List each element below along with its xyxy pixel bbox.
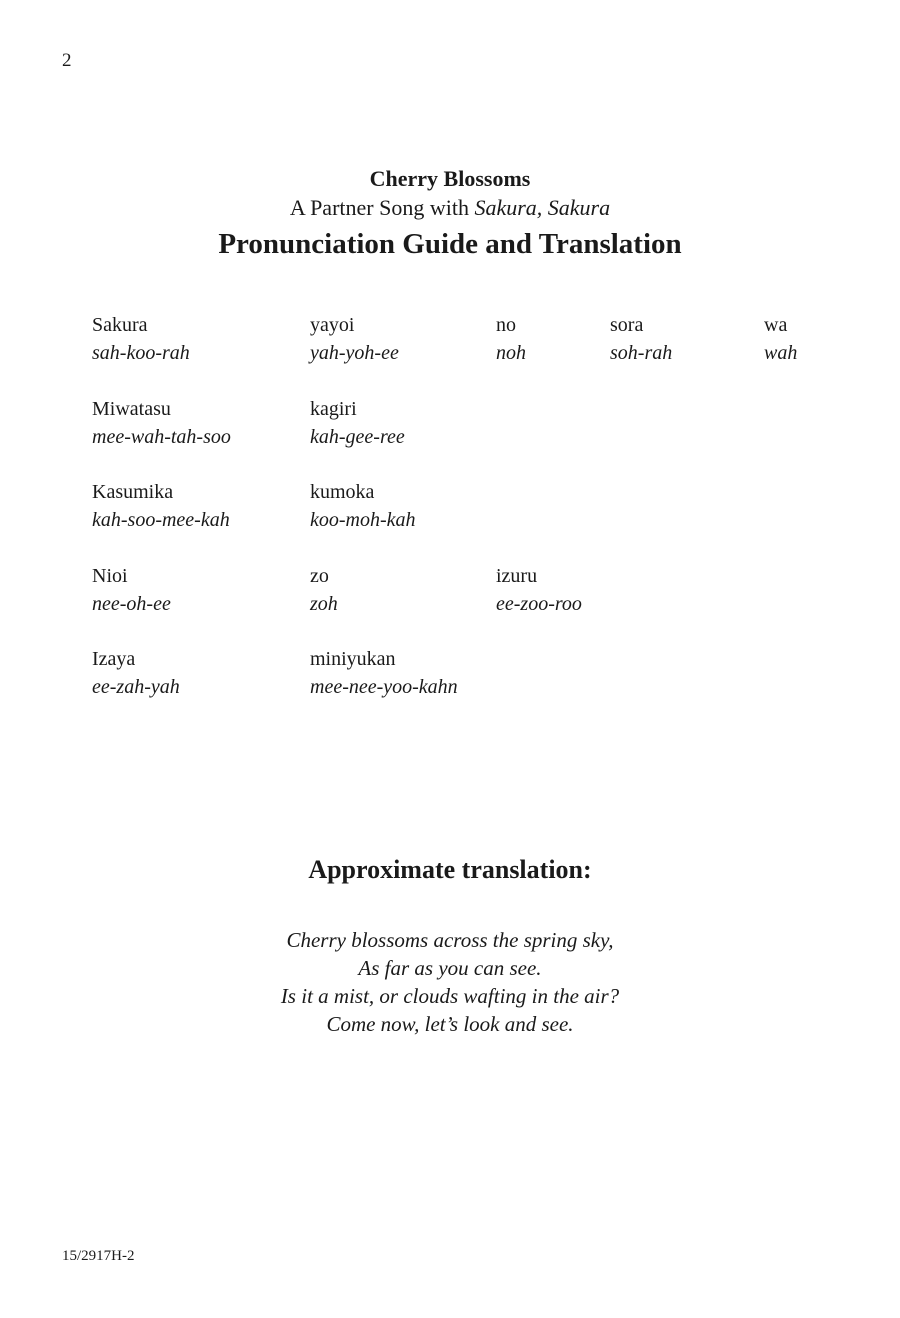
verse-line: Is it a mist, or clouds wafting in the air? (280, 984, 620, 1008)
pronunciation: yah-yoh-ee (310, 342, 399, 364)
word-entry (610, 311, 672, 367)
pronunciation: ee-zah-yah (92, 676, 180, 698)
pronunciation: zoh (310, 592, 338, 615)
lyric-line (92, 562, 852, 646)
word-entry (310, 645, 458, 701)
word-entry (92, 645, 180, 701)
pronunciation: sah-koo-rah (92, 342, 190, 364)
pronunciation: mee-wah-tah-soo (92, 425, 231, 448)
word-entry (310, 311, 399, 367)
pronunciation: noh (496, 342, 526, 364)
subtitle-prefix: A Partner Song with (289, 195, 475, 220)
guide-title: Pronunciation Guide and Translation (218, 228, 682, 260)
japanese-word: Izaya (92, 648, 136, 670)
verse-line: Come now, let’s look and see. (326, 1012, 574, 1036)
word-entry (764, 311, 797, 367)
verse-line: As far as you can see. (358, 956, 542, 980)
title-block (0, 164, 900, 266)
translation-heading: Approximate translation: (308, 855, 592, 884)
pronunciation: mee-nee-yoo-kahn (310, 676, 458, 698)
pronunciation: kah-soo-mee-kah (92, 509, 230, 531)
page-number: 2 (62, 50, 72, 71)
lyric-line (92, 311, 852, 395)
lyric-line (92, 645, 852, 729)
word-entry (310, 395, 405, 451)
pronunciation: soh-rah (610, 342, 673, 364)
word-entry (496, 311, 526, 367)
word-entry (92, 562, 171, 618)
song-title: Cherry Blossoms (369, 166, 531, 191)
japanese-word: wa (764, 314, 788, 336)
pronunciation: kah-gee-ree (310, 425, 405, 448)
pronunciation: nee-oh-ee (92, 592, 171, 615)
word-entry (310, 478, 416, 534)
japanese-word: Kasumika (92, 481, 174, 503)
japanese-word: miniyukan (310, 648, 396, 670)
word-entry (92, 311, 190, 367)
pronunciation: koo-moh-kah (310, 509, 416, 531)
japanese-word: no (496, 314, 516, 336)
japanese-word: Miwatasu (92, 397, 171, 420)
japanese-word: kagiri (310, 397, 357, 420)
japanese-word: kumoka (310, 481, 375, 503)
lyric-line (92, 395, 852, 479)
lyric-line (92, 478, 852, 562)
word-entry (496, 562, 582, 618)
word-entry (92, 395, 231, 451)
subtitle (0, 194, 900, 222)
word-entry (310, 562, 338, 618)
japanese-word: yayoi (310, 314, 355, 336)
pronunciation-table (92, 311, 852, 729)
word-entry (92, 478, 230, 534)
japanese-word: Nioi (92, 564, 128, 587)
japanese-word: sora (610, 314, 644, 336)
translation-section (0, 852, 900, 1038)
catalog-code: 15/2917H-2 (62, 1248, 135, 1264)
verse-line: Cherry blossoms across the spring sky, (286, 928, 614, 952)
subtitle-song-reference: Sakura, Sakura (474, 195, 611, 220)
pronunciation: ee-zoo-roo (496, 592, 582, 615)
pronunciation: wah (764, 342, 798, 364)
japanese-word: Sakura (92, 314, 148, 336)
japanese-word: zo (310, 564, 329, 587)
japanese-word: izuru (496, 564, 538, 587)
